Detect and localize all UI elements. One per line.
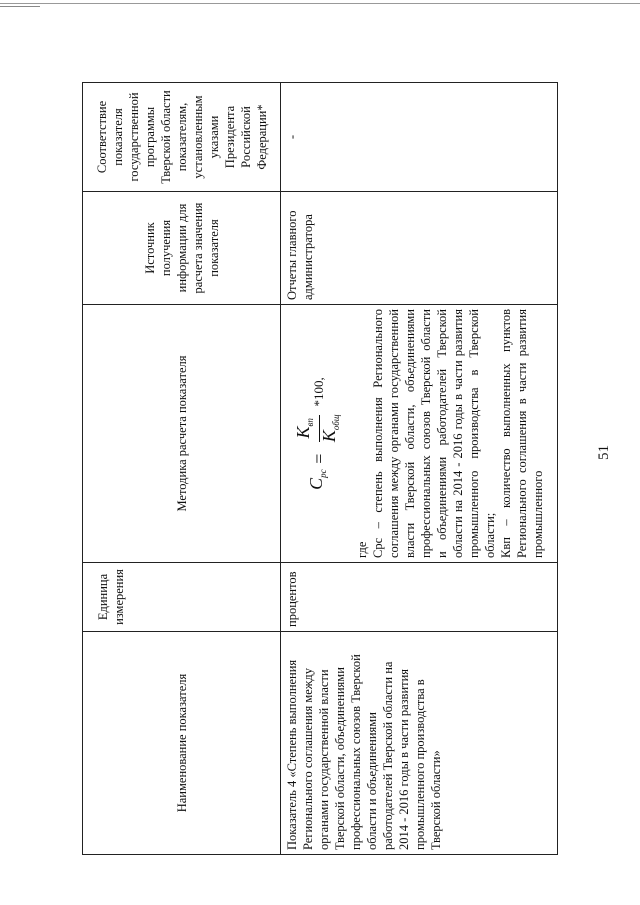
formula-tail: *100, <box>311 377 326 407</box>
formula-numerator: $K_{вп}$ <box>294 415 320 441</box>
header-compliance: Соответствие показателя государственной программы Тверской области показателям, установленным указами Президента Российской Федерации* <box>83 83 281 192</box>
table-header-row <box>83 83 281 855</box>
table-row <box>281 83 558 855</box>
formula <box>284 309 354 558</box>
cell-indicator-name: Показатель 4 «Степень выполнения Регионального соглашения между органами государственной власти Тверской области, объединениями профессиональных союзов Тверской области и объединениями работодателей Тверской области на 2014 - 2016 годы в части развития промышленного производства в Тверской области» <box>281 632 558 855</box>
page-number: 51 <box>596 445 612 460</box>
header-name: Наименование показателя <box>83 632 281 855</box>
formula-fraction <box>294 411 345 445</box>
header-unit: Единица измерения <box>83 563 281 632</box>
cell-compliance: - <box>281 83 558 192</box>
method-where: где <box>355 541 369 558</box>
indicator-table <box>82 82 558 855</box>
header-source: Источник получения информации для расчета значения показателя <box>83 192 281 305</box>
cell-source: Отчеты главного администратора <box>281 192 558 305</box>
header-method: Методика расчета показателя <box>83 305 281 563</box>
formula-equals: = <box>309 448 329 470</box>
cell-unit: процентов <box>281 563 558 632</box>
method-definition-kvp: Квп – количество выполненных пунктов Регионального соглашения в части развития промышленного <box>499 309 545 558</box>
formula-lhs: $C_{рс}$ <box>305 469 328 490</box>
formula-denominator: $K_{общ}$ <box>318 414 341 443</box>
cell-method <box>281 305 558 563</box>
method-definition-crs: Срс – степень выполнения Регионального соглашения между органами государственной власти Тверской области, объединениями профессиональных союзов Тверской области и объединениями работодателей Тверской области на 2014 - 2016 годы в части развития промышленного производства в Тверской области; <box>371 309 497 558</box>
